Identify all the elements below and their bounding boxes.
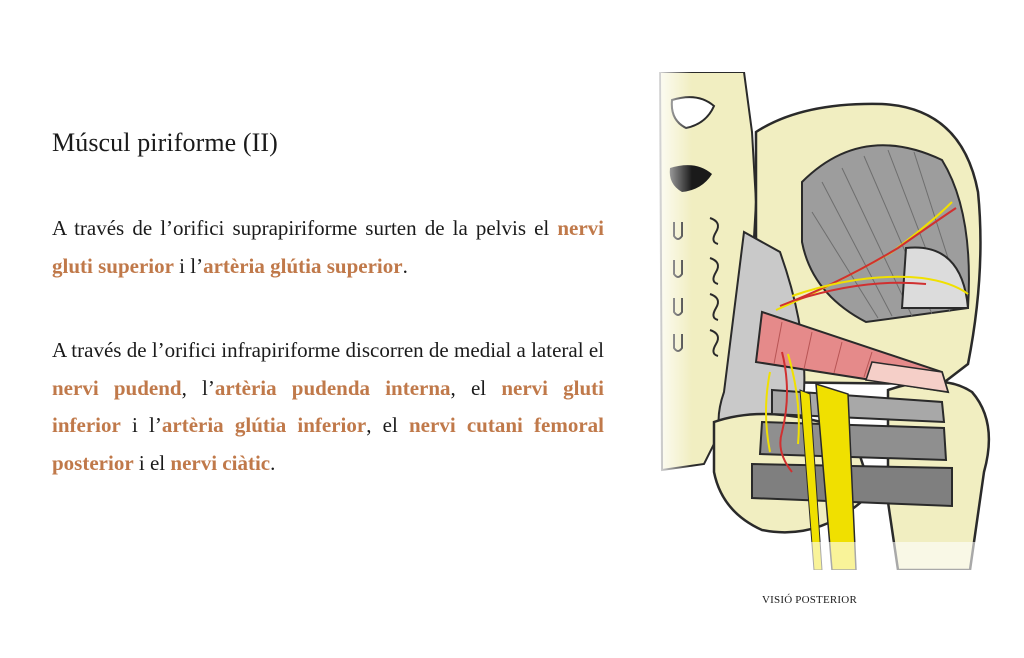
term-inferior-gluteal-artery: artèria glútia inferior	[161, 413, 367, 437]
text: .	[402, 253, 408, 278]
term-pudendal-nerve: nervi pudend	[52, 375, 182, 400]
text: , el	[450, 375, 502, 400]
text: , l’	[181, 375, 215, 400]
text: i l’	[173, 253, 204, 278]
obturator-muscle	[760, 422, 946, 460]
pelvis-posterior-illustration	[652, 72, 998, 570]
text: , el	[366, 413, 409, 437]
term-superior-gluteal-nerve: nervi gluti superior	[52, 216, 604, 278]
term-inferior-gluteal-nerve: nervi gluti inferior	[52, 375, 605, 437]
text: A través de l’orifici suprapiriforme surten de la pelvis el	[52, 216, 558, 240]
page-title: Múscul piriforme (II)	[52, 128, 278, 157]
term-superior-gluteal-artery: artèria glútia superior	[203, 253, 403, 278]
paragraph-suprapiriform	[52, 210, 604, 285]
text: .	[270, 450, 276, 475]
text: i el	[133, 450, 171, 475]
text: i l’	[120, 413, 162, 437]
text: A través de l’orifici infrapiriforme discorren de medial a lateral el	[52, 338, 604, 362]
figure-caption: VISIÓ POSTERIOR	[762, 594, 857, 606]
paragraph-infrapiriform	[52, 332, 604, 482]
term-internal-pudendal-artery: artèria pudenda interna	[214, 375, 451, 400]
term-sciatic-nerve: nervi ciàtic	[170, 450, 271, 475]
term-posterior-femoral-cutaneous-nerve: nervi cutani femoral posterior	[52, 413, 605, 475]
